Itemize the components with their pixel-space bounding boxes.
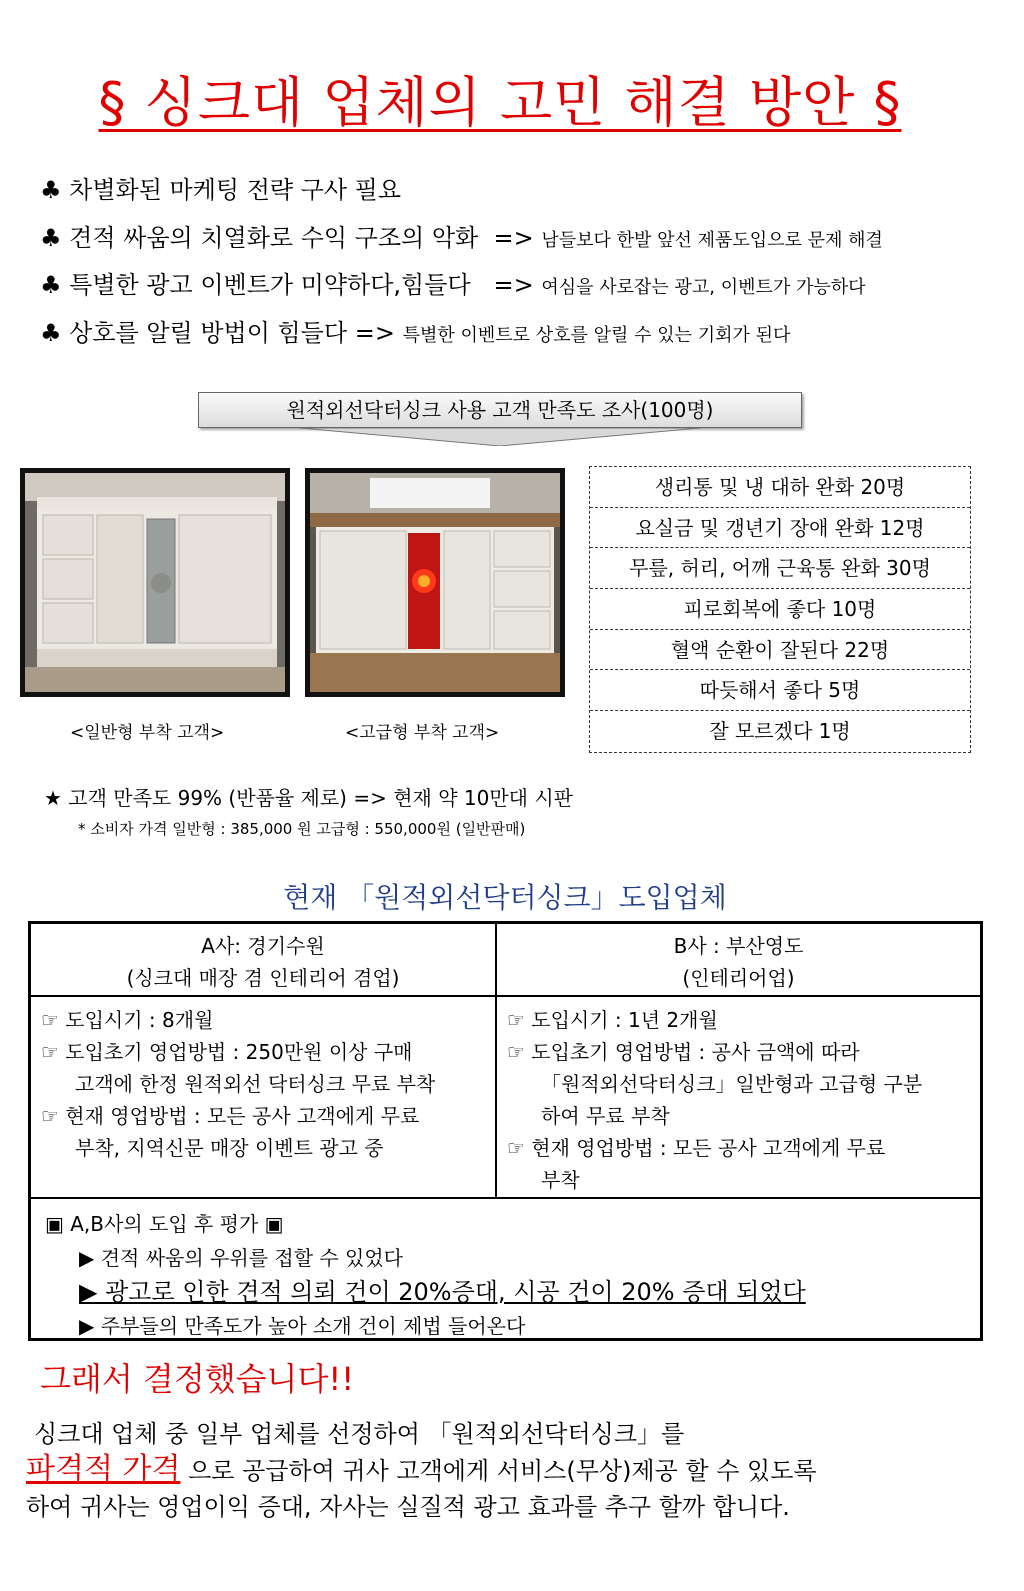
price-highlight: 파격적 가격 — [26, 1452, 181, 1487]
list-item: 「원적외선닥터싱크」일반형과 고급형 구분 — [541, 1072, 923, 1096]
closing-statement — [26, 1416, 817, 1525]
bullet-advertising: ♣ 특별한 광고 이벤트가 미약하다,힘들다 => 여심을 사로잡는 광고, 이벤트가 가능하다 — [40, 271, 866, 299]
evaluation-item: ▶ 주부들의 만족도가 높아 소개 건이 제법 들어온다 — [79, 1314, 526, 1338]
satisfaction-summary: ★ 고객 만족도 99% (반품율 제로) => 현재 약 10만대 시판 — [44, 786, 573, 810]
list-item: ☞ 도입초기 영업방법 : 공사 금액에 따라 — [507, 1040, 860, 1064]
list-item: 고객에 한정 원적외선 닥터싱크 무료 부착 — [75, 1072, 436, 1096]
list-item: 부착, 지역신문 매장 이벤트 광고 중 — [75, 1136, 384, 1160]
company-a-type: (싱크대 매장 겸 인테리어 겸업) — [126, 966, 400, 990]
table-divider — [31, 1197, 980, 1199]
survey-result-row: 생리통 및 냉 대하 완화 20명 — [590, 467, 970, 508]
survey-result-row: 잘 모르겠다 1명 — [709, 719, 851, 744]
bullet-marketing: ♣ 차별화된 마케팅 전략 구사 필요 — [40, 176, 402, 204]
photo-premium-caption: <고급형 부착 고객> — [345, 723, 500, 743]
list-item: ☞ 도입초기 영업방법 : 250만원 이상 구매 — [41, 1040, 413, 1064]
closing-line-2: 파격적 가격 으로 공급하여 귀사 고객에게 서비스(무상)제공 할 수 있도록 — [26, 1452, 817, 1487]
list-item: 하여 무료 부착 — [541, 1104, 670, 1128]
list-item: ☞ 현재 영업방법 : 모든 공사 고객에게 무료 — [41, 1104, 420, 1128]
survey-results — [589, 466, 971, 753]
bullet-brand: ♣ 상호를 알릴 방법이 힘들다 => 특별한 이벤트로 상호를 알릴 수 있는 기회가 된다 — [40, 319, 791, 347]
photo-premium-install — [305, 468, 565, 697]
company-a-details — [41, 1004, 435, 1164]
closing-line-1: 싱크대 업체 중 일부 업체를 선정하여 「원적외선닥터싱크」를 — [34, 1420, 685, 1448]
evaluation-heading: ▣ A,B사의 도입 후 평가 ▣ — [45, 1212, 284, 1236]
survey-result-row: 따듯해서 좋다 5명 — [590, 670, 970, 711]
survey-result-row: 무릎, 허리, 어깨 근육통 완화 30명 — [590, 548, 970, 589]
adopters-title: 현재 「원적외선닥터싱크」도입업체 — [283, 881, 727, 914]
down-arrow-icon — [300, 428, 700, 446]
company-b-name: B사 : 부산영도 — [673, 934, 804, 958]
evaluation — [45, 1207, 806, 1343]
adopters-table — [28, 921, 983, 1341]
table-divider — [31, 995, 980, 997]
closing-line-3: 하여 귀사는 영업이익 증대, 자사는 실질적 광고 효과를 추구 할까 합니다. — [26, 1493, 790, 1521]
decision-heading: 그래서 결정했습니다!! — [40, 1360, 355, 1398]
company-b-details — [507, 1004, 922, 1196]
page-title: § 싱크대 업체의 고민 해결 방안 § — [98, 71, 902, 134]
company-a-name: A사: 경기수원 — [201, 934, 325, 958]
list-item: ☞ 현재 영업방법 : 모든 공사 고객에게 무료 — [507, 1136, 886, 1160]
survey-result-row: 피로회복에 좋다 10명 — [590, 589, 970, 630]
evaluation-item: ▶ 견적 싸움의 우위를 접할 수 있었다 — [79, 1246, 404, 1270]
survey-banner: 원적외선닥터싱크 사용 고객 만족도 조사(100명) — [198, 392, 802, 428]
bullet-estimate: ♣ 견적 싸움의 치열화로 수익 구조의 악화 => 남들보다 한발 앞선 제품도입으로 문제 해결 — [40, 224, 883, 252]
photo-standard-install — [20, 468, 290, 697]
price-note: * 소비자 가격 일반형 : 385,000 원 고급형 : 550,000원 (일반판매) — [78, 820, 526, 838]
company-b-header — [497, 930, 980, 994]
evaluation-item: ▶ 광고로 인한 견적 의뢰 건이 20%증대, 시공 건이 20% 증대 되었다 — [79, 1278, 806, 1306]
company-b-type: (인테리어업) — [682, 966, 795, 990]
list-item: ☞ 도입시기 : 8개월 — [41, 1008, 214, 1032]
list-item: ☞ 도입시기 : 1년 2개월 — [507, 1008, 718, 1032]
survey-result-row: 요실금 및 갱년기 장애 완화 12명 — [590, 508, 970, 549]
photo-standard-caption: <일반형 부착 고객> — [70, 723, 225, 743]
company-a-header — [31, 930, 495, 994]
survey-result-row: 혈액 순환이 잘된다 22명 — [590, 630, 970, 671]
list-item: 부착 — [541, 1168, 580, 1192]
